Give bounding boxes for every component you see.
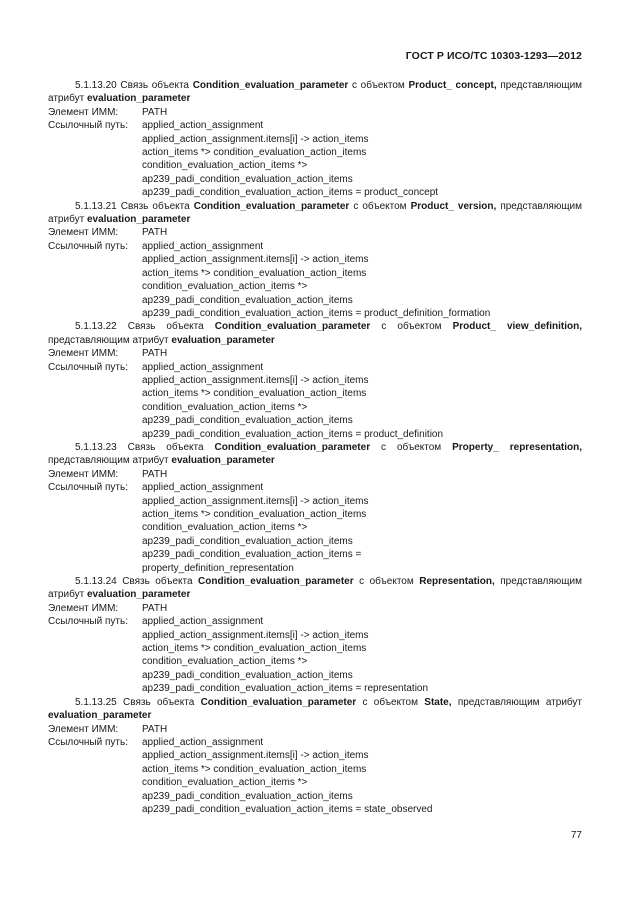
path-row: [48, 481, 582, 494]
attribute-name: evaluation_parameter: [86, 589, 191, 601]
section-title: [48, 441, 582, 468]
path-line: applied_action_assignment: [142, 240, 264, 252]
mapping-section: [48, 575, 582, 696]
entity-name: Condition_evaluation_parameter: [192, 80, 349, 91]
section-title: [48, 320, 582, 347]
title-text: представляющим атрибут: [48, 576, 582, 601]
element-row: [48, 347, 582, 360]
path-line: ap239_padi_condition_evaluation_action_items: [142, 535, 353, 547]
element-label: Элемент ИММ:: [48, 723, 119, 735]
title-text: представляющим атрибут: [457, 696, 582, 708]
target-entity-name: Product_ version,: [410, 200, 497, 212]
path-line: ap239_padi_condition_evaluation_action_items = representation: [142, 683, 429, 695]
section-title: [48, 696, 582, 723]
path-label: Ссылочный путь:: [48, 120, 128, 132]
element-label: Элемент ИММ:: [48, 468, 119, 480]
title-text: с объектом: [359, 576, 414, 588]
section-title: [48, 200, 582, 227]
path-line: applied_action_assignment: [142, 120, 264, 132]
path-label: Ссылочный путь:: [48, 240, 128, 252]
title-text: Связь объекта: [120, 80, 189, 91]
path-row: [48, 240, 582, 253]
mapping-section: [48, 696, 582, 817]
title-text: с объектом: [381, 321, 442, 333]
path-line: ap239_padi_condition_evaluation_action_items = product_definition: [142, 428, 444, 440]
path-line: action_items *> condition_evaluation_action_items: [142, 147, 367, 159]
path-line: condition_evaluation_action_items *>: [142, 777, 308, 789]
path-line: ap239_padi_condition_evaluation_action_items = product_concept: [142, 187, 439, 199]
element-value: PATH: [142, 348, 168, 360]
title-text: Связь объекта: [127, 321, 204, 333]
path-row: [48, 361, 582, 374]
element-row: [48, 602, 582, 615]
section-number: 5.1.13.20: [75, 80, 117, 91]
path-line: applied_action_assignment.items[i] -> action_items: [142, 254, 369, 266]
path-line: applied_action_assignment.items[i] -> action_items: [142, 750, 369, 762]
path-line: applied_action_assignment: [142, 736, 264, 748]
target-entity-name: State,: [424, 696, 452, 708]
path-line: ap239_padi_condition_evaluation_action_items = product_definition_formation: [142, 307, 491, 319]
path-line: action_items *> condition_evaluation_action_items: [142, 643, 367, 655]
element-value: PATH: [142, 106, 168, 118]
title-text: Связь объекта: [120, 200, 190, 212]
entity-name: Condition_evaluation_parameter: [214, 321, 371, 333]
path-label: Ссылочный путь:: [48, 616, 128, 628]
attribute-name: evaluation_parameter: [86, 214, 191, 226]
mapping-section: [48, 200, 582, 321]
title-text: с объектом: [362, 696, 418, 708]
document-code-header: ГОСТ Р ИСО/ТС 10303-1293—2012: [405, 50, 582, 62]
path-line: condition_evaluation_action_items *>: [142, 160, 308, 172]
path-line: condition_evaluation_action_items *>: [142, 401, 308, 413]
section-title: [48, 575, 582, 602]
attribute-name: evaluation_parameter: [86, 93, 191, 105]
entity-name: Condition_evaluation_parameter: [214, 441, 371, 453]
section-number: 5.1.13.23: [75, 441, 117, 453]
element-row: [48, 106, 582, 119]
path-line: ap239_padi_condition_evaluation_action_items: [142, 294, 353, 306]
path-line: applied_action_assignment.items[i] -> action_items: [142, 133, 369, 145]
element-row: [48, 723, 582, 736]
section-number: 5.1.13.25: [75, 696, 117, 708]
element-row: [48, 226, 582, 239]
path-line: action_items *> condition_evaluation_action_items: [142, 509, 367, 520]
mapping-section: [48, 441, 582, 575]
path-line: ap239_padi_condition_evaluation_action_items: [142, 415, 353, 427]
element-label: Элемент ИММ:: [48, 227, 119, 239]
path-line: ap239_padi_condition_evaluation_action_items: [142, 173, 353, 185]
attribute-name: evaluation_parameter: [171, 334, 275, 346]
path-line: condition_evaluation_action_items *>: [142, 656, 308, 668]
path-line: ap239_padi_condition_evaluation_action_items = state_observed: [142, 803, 433, 815]
element-value: PATH: [142, 468, 168, 480]
mapping-section: [48, 79, 582, 200]
target-entity-name: Product_ view_definition,: [452, 321, 582, 333]
path-label: Ссылочный путь:: [48, 736, 128, 748]
title-text: Связь объекта: [122, 576, 193, 588]
target-entity-name: Product_ concept,: [408, 80, 497, 91]
section-number: 5.1.13.24: [75, 576, 117, 588]
element-value: PATH: [142, 723, 168, 735]
title-text: представляющим атрибут: [48, 334, 169, 346]
title-text: с объектом: [351, 80, 405, 91]
title-text: Связь объекта: [127, 441, 204, 453]
path-line: applied_action_assignment.items[i] -> action_items: [142, 374, 369, 386]
path-line: applied_action_assignment: [142, 361, 264, 373]
entity-name: Condition_evaluation_parameter: [200, 696, 357, 708]
title-text: представляющим атрибут: [48, 455, 169, 467]
element-label: Элемент ИММ:: [48, 348, 119, 360]
title-text: Связь объекта: [123, 696, 195, 708]
mapping-section: [48, 320, 582, 441]
element-label: Элемент ИММ:: [48, 106, 119, 118]
element-value: PATH: [142, 227, 168, 239]
path-row: [48, 736, 582, 749]
element-value: PATH: [142, 602, 168, 614]
title-text: с объектом: [353, 200, 407, 212]
path-line-continuation: property_definition_representation: [142, 562, 294, 574]
section-title: [48, 79, 582, 106]
title-text: с объектом: [381, 441, 442, 453]
section-number: 5.1.13.22: [75, 321, 117, 333]
page-number: 77: [570, 830, 582, 841]
path-line: action_items *> condition_evaluation_action_items: [142, 388, 367, 400]
path-row: [48, 119, 582, 132]
entity-name: Condition_evaluation_parameter: [193, 200, 350, 212]
document-body: [48, 79, 582, 816]
path-label: Ссылочный путь:: [48, 361, 128, 373]
path-line: applied_action_assignment: [142, 616, 264, 628]
element-row: [48, 468, 582, 481]
path-line: applied_action_assignment.items[i] -> action_items: [142, 629, 369, 641]
target-entity-name: Representation,: [419, 576, 495, 588]
entity-name: Condition_evaluation_parameter: [198, 576, 354, 588]
path-line: action_items *> condition_evaluation_action_items: [142, 763, 367, 775]
path-line: applied_action_assignment.items[i] -> action_items: [142, 495, 369, 507]
section-number: 5.1.13.21: [75, 200, 117, 212]
attribute-name: evaluation_parameter: [48, 710, 152, 722]
path-line: ap239_padi_condition_evaluation_action_items =: [142, 549, 362, 561]
target-entity-name: Property_ representation,: [452, 441, 582, 453]
path-row: [48, 615, 582, 628]
path-line: condition_evaluation_action_items *>: [142, 281, 308, 293]
path-line: applied_action_assignment: [142, 482, 264, 494]
path-line: ap239_padi_condition_evaluation_action_items: [142, 790, 353, 802]
path-label: Ссылочный путь:: [48, 482, 128, 494]
path-line: action_items *> condition_evaluation_action_items: [142, 267, 367, 279]
title-text: представляющим атрибут: [48, 200, 583, 226]
path-line: condition_evaluation_action_items *>: [142, 522, 308, 534]
element-label: Элемент ИММ:: [48, 602, 119, 614]
title-text: представляющим атрибут: [48, 80, 583, 105]
attribute-name: evaluation_parameter: [171, 455, 275, 467]
path-line: ap239_padi_condition_evaluation_action_items: [142, 669, 353, 681]
